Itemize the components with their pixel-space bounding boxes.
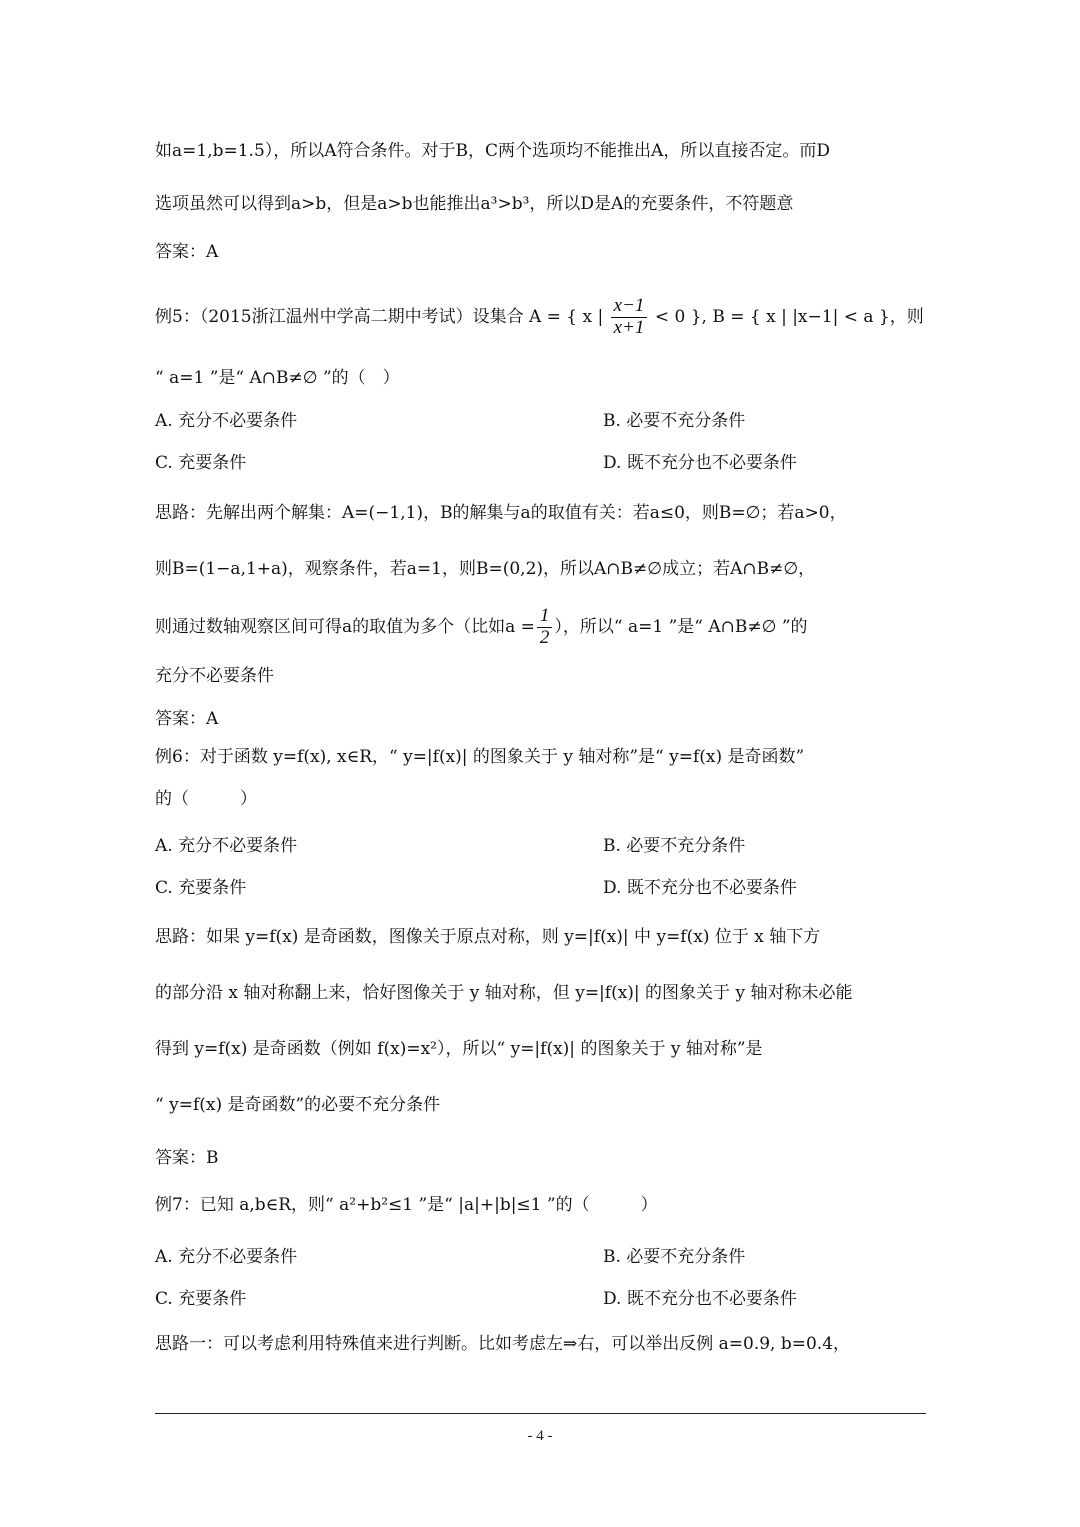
example-5-suffix: < 0 }, B = { x | |x−1| < a }，则 <box>649 306 924 327</box>
option-a: A. 充分不必要条件 <box>155 1247 298 1267</box>
options-row <box>155 410 930 432</box>
answer-line: 答案：A <box>155 242 219 262</box>
reasoning-suffix: ），所以“ a=1 ”是“ A∩B≠∅ ”的 <box>554 616 808 637</box>
text-line: 思路一：可以考虑利用特殊值来进行判断。比如考虑左⇒右，可以举出反例 a=0.9, b=0.4， <box>155 1334 851 1354</box>
text-line: 充分不必要条件 <box>155 666 274 686</box>
option-c: C. 充要条件 <box>155 1289 247 1309</box>
option-b: B. 必要不充分条件 <box>603 411 746 431</box>
fraction <box>611 296 648 339</box>
option-d: D. 既不充分也不必要条件 <box>603 878 797 898</box>
option-b: B. 必要不充分条件 <box>603 1247 746 1267</box>
option-a: A. 充分不必要条件 <box>155 411 298 431</box>
options-row <box>155 835 930 857</box>
text-line: 得到 y=f(x) 是奇函数（例如 f(x)=x²），所以“ y=|f(x)| 的图象关于 y 轴对称”是 <box>155 1039 763 1059</box>
fraction-numerator: 1 <box>537 606 553 628</box>
example-7-question: 例7：已知 a,b∈R，则“ a²+b²≤1 ”是“ |a|+|b|≤1 ”的（ ） <box>155 1195 658 1215</box>
option-d: D. 既不充分也不必要条件 <box>603 453 797 473</box>
text-line: 的部分沿 x 轴对称翻上来，恰好图像关于 y 轴对称，但 y=|f(x)| 的图象关于 y 轴对称未必能 <box>155 983 853 1003</box>
text-line: 思路：先解出两个解集：A=(−1,1)，B的解集与a的取值有关：若a≤0，则B=∅；若a>0， <box>155 503 847 523</box>
example-5-prefix: 例5：（2015浙江温州中学高二期中考试）设集合 A = { x | <box>155 306 609 327</box>
example-5-question <box>155 296 930 339</box>
option-b: B. 必要不充分条件 <box>603 836 746 856</box>
text-line: 如a=1,b=1.5），所以A符合条件。对于B，C两个选项均不能推出A，所以直接否定。而D <box>155 141 830 161</box>
text-line: “ a=1 ”是“ A∩B≠∅ ”的（ ） <box>155 368 400 388</box>
page-number: - 4 - <box>527 1428 553 1444</box>
footer-divider <box>155 1413 926 1414</box>
options-row <box>155 452 930 474</box>
options-row <box>155 877 930 899</box>
options-row <box>155 1246 930 1268</box>
text-line: 选项虽然可以得到a>b，但是a>b也能推出a³>b³，所以D是A的充要条件，不符题意 <box>155 194 794 214</box>
text-line: “ y=f(x) 是奇函数”的必要不充分条件 <box>155 1095 441 1115</box>
fraction-numerator: x−1 <box>611 296 648 318</box>
option-c: C. 充要条件 <box>155 453 247 473</box>
text-line: 思路：如果 y=f(x) 是奇函数，图像关于原点对称，则 y=|f(x)| 中 y=f(x) 位于 x 轴下方 <box>155 927 821 947</box>
answer-line: 答案：B <box>155 1148 219 1168</box>
text-line: 则B=(1−a,1+a)，观察条件，若a=1，则B=(0,2)，所以A∩B≠∅成立；若A∩B≠∅， <box>155 559 816 579</box>
option-a: A. 充分不必要条件 <box>155 836 298 856</box>
option-c: C. 充要条件 <box>155 878 247 898</box>
reasoning-prefix: 则通过数轴观察区间可得a的取值为多个（比如a = <box>155 616 535 637</box>
text-line: 的（ ） <box>155 789 257 809</box>
options-row <box>155 1288 930 1310</box>
fraction-denominator: 2 <box>539 626 550 648</box>
reasoning-line <box>155 606 930 649</box>
example-6-question: 例6：对于函数 y=f(x), x∈R，“ y=|f(x)| 的图象关于 y 轴对称”是“ y=f(x) 是奇函数” <box>155 747 805 767</box>
answer-line: 答案：A <box>155 709 219 729</box>
fraction <box>537 606 553 649</box>
fraction-denominator: x+1 <box>613 316 645 338</box>
option-d: D. 既不充分也不必要条件 <box>603 1289 797 1309</box>
